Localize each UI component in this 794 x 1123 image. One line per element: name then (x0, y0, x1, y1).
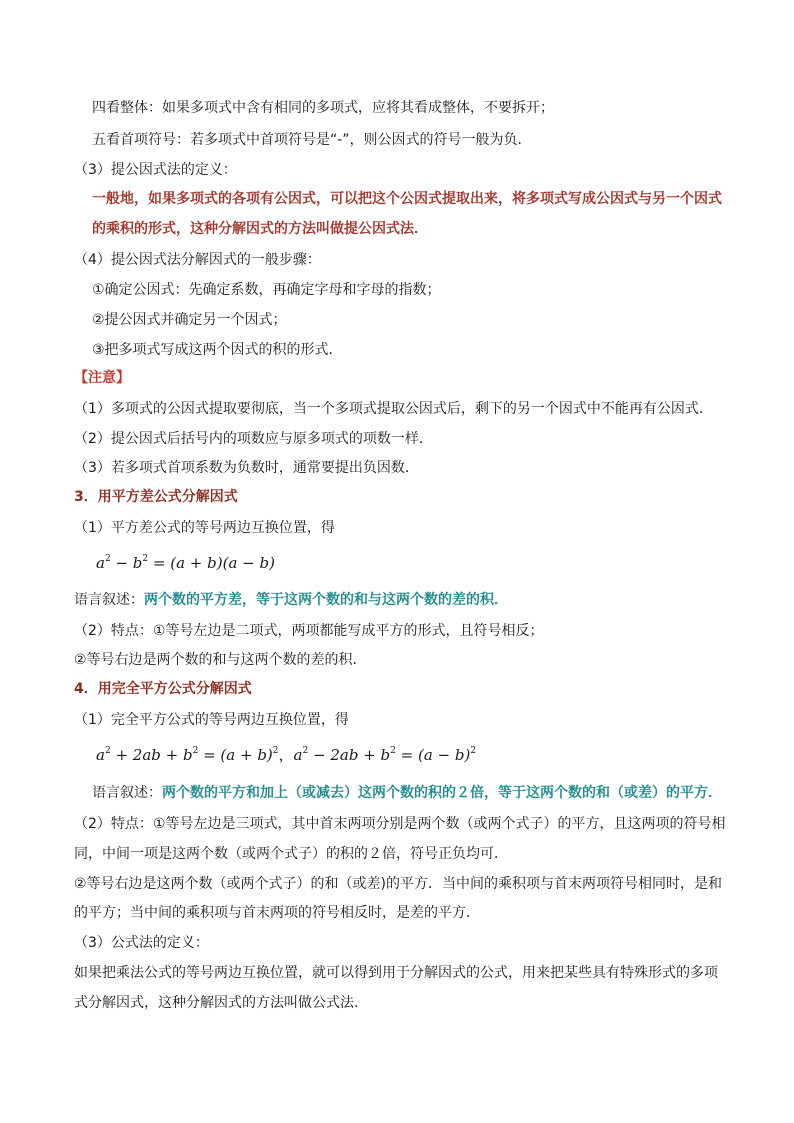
note-heading: 【注意】 (74, 370, 130, 386)
step-item: ③把多项式写成这两个因式的积的形式． (92, 342, 343, 358)
text-line: 式分解因式，这种分解因式的方法叫做公式法． (74, 995, 368, 1011)
perfect-square-minus-formula: $a^2 - 2ab + b^2 = (a - b)^2$ (293, 746, 477, 764)
text-line: （1）完全平方公式的等号两边互换位置，得 (74, 712, 349, 728)
verbal-statement-emphasis: 两个数的平方差，等于这两个数的和与这两个数的差的积． (144, 592, 508, 608)
text-line: 的平方；当中间的乘积项与首末两项的符号相反时，是差的平方． (74, 905, 480, 921)
verbal-statement-emphasis: 两个数的平方和加上（或减去）这两个数的积的２倍，等于这两个数的和（或差）的平方． (162, 785, 722, 801)
text-line: 同，中间一项是这两个数（或两个式子）的积的２倍，符号正负均可． (74, 846, 508, 862)
note-item: （2）提公因式后括号内的项数应与原多项式的项数一样． (74, 431, 433, 447)
text-line: 如果把乘法公式的等号两边互换位置，就可以得到用于分解因式的公式，用来把某些具有特殊形式的多项 (74, 965, 718, 981)
definition-line: 的乘积的形式，这种分解因式的方法叫做提公因式法． (92, 221, 428, 237)
text-line: （3）提公因式法的定义： (74, 162, 237, 178)
section-heading: 3．用平方差公式分解因式 (74, 489, 238, 505)
text-line: （3）公式法的定义： (74, 935, 209, 951)
text-line: （2）特点：①等号左边是三项式，其中首末两项分别是两个数（或两个式子）的平方，且这两项的符号相 (74, 816, 726, 832)
note-item: （1）多项式的公因式提取要彻底，当一个多项式提取公因式后，剩下的另一个因式中不能再有公因式． (74, 401, 713, 417)
step-item: ②提公因式并确定另一个因式； (92, 312, 287, 328)
text-line: 四看整体：如果多项式中含有相同的多项式，应将其看成整体，不要拆开； (92, 100, 554, 116)
text-line: 五看首项符号：若多项式中首项符号是“-”，则公因式的符号一般为负． (92, 132, 532, 148)
perfect-square-formulas: $a^2 + 2ab + b^2 = (a + b)^2$，$a^2 - 2ab + b^2 = (a - b)^2$ (96, 746, 477, 764)
perfect-square-plus-formula: $a^2 + 2ab + b^2 = (a + b)^2$ (96, 746, 279, 764)
verbal-statement: 语言叙述：两个数的平方和加上（或减去）这两个数的积的２倍，等于这两个数的和（或差）的平方． (92, 785, 722, 801)
text-line: ②等号右边是这两个数（或两个式子）的和（或差)的平方．当中间的乘积项与首末两项符号相同时，是和 (74, 876, 723, 892)
text-line: （2）特点：①等号左边是二项式，两项都能写成平方的形式，且符号相反； (74, 623, 544, 639)
text-line: （4）提公因式法分解因式的一般步骤： (74, 252, 321, 268)
section-heading: 4．用完全平方公式分解因式 (74, 681, 252, 697)
step-item: ①确定公因式：先确定系数，再确定字母和字母的指数； (92, 282, 441, 298)
definition-line: 一般地，如果多项式的各项有公因式，可以把这个公因式提取出来，将多项式写成公因式与另一个因式 (92, 191, 722, 207)
note-item: （3）若多项式首项系数为负数时，通常要提出负因数． (74, 460, 419, 476)
text-line: ②等号右边是两个数的和与这两个数的差的积． (74, 652, 367, 668)
verbal-statement: 语言叙述：两个数的平方差，等于这两个数的和与这两个数的差的积． (74, 592, 508, 608)
text-line: （1）平方差公式的等号两边互换位置，得 (74, 520, 335, 536)
difference-of-squares-formula: $a^2 - b^2 = (a + b)(a - b)$ (96, 554, 275, 572)
